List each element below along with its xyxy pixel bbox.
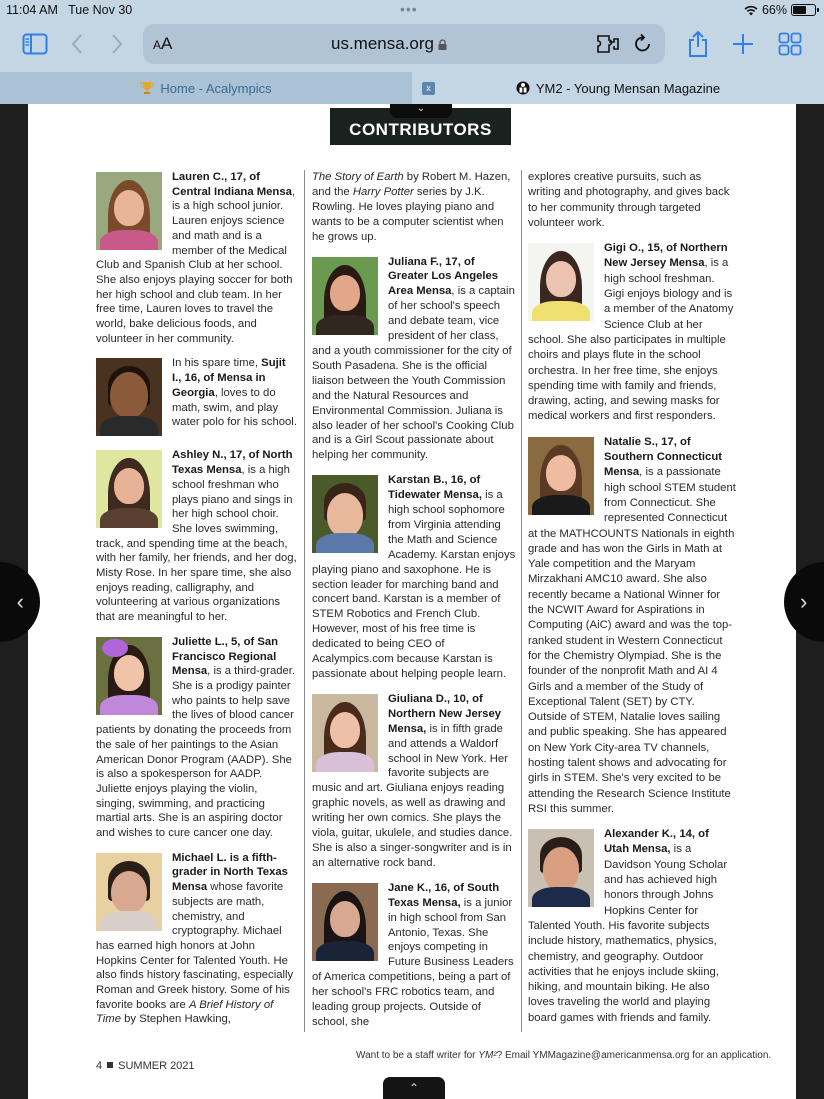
book-title: The Story of Earth [312,171,404,183]
issue-label: SUMMER 2021 [118,1060,195,1072]
book-title: A Brief History of Time [96,998,274,1026]
bio-name: Alexander K., 14, of Utah Mensa, [604,828,709,856]
column-2 [312,170,516,1040]
bio-text: , loves to do math, swim, and play water polo for his school. [172,386,297,429]
tab-overview-icon[interactable] [775,30,805,58]
bio-natalie [528,435,736,817]
address-bar[interactable] [143,24,665,64]
text-size-large-a: A [161,34,173,53]
bio-text: is in fifth grade and attends a Waldorf school in New York. Her favorite subjects are music and art. Giuliana enjoys reading graphic novels, as well as drawing and writing her own comics. She plays the viola, guitar, ukulele, and studies dance. She is also a singer-songwriter and is in an alternative rock band. [312,722,513,869]
clock-time: 11:04 AM [6,3,58,17]
status-time [6,3,132,17]
bio-karstan [312,473,516,682]
bio-juliette [96,635,298,841]
magazine-name: YM² [478,1050,497,1061]
photo-karstan [312,475,378,553]
text-size-small-a: A [153,38,162,52]
battery-percent: 66% [761,3,787,17]
photo-michael [96,853,162,931]
bio-name: Sujit I., 16, of Mensa in Georgia [172,357,286,399]
bio-name: Jane K., 16, of South Texas Mensa, [388,881,500,909]
back-icon[interactable] [62,30,92,58]
bio-alexander [528,827,736,1026]
column-divider [304,170,305,1032]
bio-name: Natalie S., 17, of Southern Connecticut Mensa [604,435,722,479]
chevron-left-icon: ‹ [16,589,24,614]
trophy-icon [140,81,154,95]
bio-text: , is a captain of her school's speech and debate team, vice president of her class, and a youth commissioner for the city of South Pasadena. She is the official liaison between the Youth Commission and the Natural Resources and Environmental Commission. Juliana is also leader of her school's Cooking Club and is a Girl Scout passionate about helping her community. [312,285,515,462]
extensions-icon[interactable] [595,33,621,55]
bio-sujit [96,356,298,438]
note-text: ? Email YMMagazine@americanmensa.org for an application. [496,1050,772,1061]
browser-chrome [0,0,824,104]
bio-name: Michael L. is a fifth-grader in North Texas Mensa [172,851,288,894]
bio-name: Karstan B., 16, of Tidewater Mensa, [388,474,482,502]
bio-text: , is a third-grader. She is a prodigy painter who paints to help save the lives of blood cancer patients by donating the proceeds from the sale of her paintings to the Asian American Donor Program (AADP). She is also a spokesperson for AADP. Juliette enjoys playing the violin, singing, swimming, and practicing martial arts. She is an aspiring doctor and wishes to cure cancer one day. [96,665,296,840]
url-field[interactable] [203,34,575,54]
photo-juliette [96,637,162,715]
bio-name: Ashley N., 17, of North Texas Mensa [172,449,293,477]
bio-name: Gigi O., 15, of Northern New Jersey Mensa [604,242,728,270]
tab-title: YM2 - Young Mensan Magazine [535,80,721,96]
expand-toolbar-button[interactable] [383,1077,445,1099]
collapse-toolbar-button[interactable] [390,104,452,118]
close-tab-icon[interactable]: x [422,82,435,95]
bio-text: whose favorite subjects are math, chemistry, and cryptography. Michael has earned high honors at John Hopkins Center for Talented Youth. He also finds history fascinating, especially Roman and Greek history. Some of his favorite books are [96,881,294,1011]
photo-giuliana [312,694,378,772]
photo-ashley [96,450,162,528]
bio-text: , is a passionate high school STEM student from Connecticut. She represented Connecticut at the MATHCOUNTS Nationals in eighth grade and has won the Girls in Math at Yale competition and the Maryam Mirzakhani AMC10 award. She also recently became a National Winner for the NCWIT Award for Aspirations in Computing (AiC) award and was the top-ranked student in Western Connecticut for the Chemistry Olympiad. She is the founder of the nonprofit Math and AI 4 Girls and a member of the Study of Exceptional Talent (SET) by CTY. Outside of STEM, Natalie loves sailing and public speaking. She has appeared on New York City-area TV channels, hosting talent shows and advocating for girls in STEM. She's very excited to be attending the Research Science Institute RSI this summer. [528,466,736,815]
bio-name: Lauren C., 17, of Central Indiana Mensa [172,171,292,198]
bio-text: by Robert M. Hazen, and the [312,171,511,198]
chevron-up-icon: ⌃ [408,1081,420,1095]
bio-giuliana [312,692,516,871]
bio-text: , is a high school freshman who plays piano and sings in her high school choir. She loves swimming, track, and spending time at the beach, with her family, her friends, and her dog, Misty Rose. In her spare time, she also enjoys reading, calligraphy, and volunteering at various organizations that are meaningful to her. [96,464,297,624]
sidebar-toggle-icon[interactable] [20,30,50,58]
bio-lauren [96,170,298,346]
magazine-page [28,104,796,1099]
bio-michael [96,851,298,1027]
chevron-right-icon: › [800,589,808,614]
clock-date: Tue Nov 30 [68,3,133,17]
bio-name: Juliette L., 5, of San Francisco Regional Mensa [172,635,279,678]
bio-name: Giuliana D., 10, of Northern New Jersey Mensa, [388,692,502,735]
page-number: 4 [96,1060,103,1072]
tab-ym2-young-mensan[interactable] [412,72,824,104]
note-text: Want to be a staff writer for [356,1050,479,1061]
square-bullet-icon [107,1062,113,1068]
bio-gigi [528,241,736,425]
chevron-down-icon: ⌄ [416,104,426,114]
mensa-logo-icon [516,81,530,95]
bio-text: is a Davidson Young Scholar and has achieved high honors through Johns Hopkins Center for Talented Youth. His favorite subjects include history, mathematics, physics, chemistry, and geography. Outdoor activities that he enjoys include skiing, hiking, and mountain biking. He also loves traveling the world and playing board games with friends and family. [528,843,728,1024]
bio-text: , is a high school freshman. Gigi enjoys biology and is a member of the Anatomy Science Club at her school. She also participates in multiple choirs and plays flute in the school orchestra. In her free time, she enjoys spending time with family and friends, drawing, acting, and sewing masks for medical workers and first responders. [528,257,734,423]
column-1 [96,170,298,1037]
new-tab-icon[interactable] [728,30,758,58]
tab-title: Home - Acalympics [160,80,272,96]
text-size-button[interactable] [153,34,172,54]
book-title: Harry Potter [352,185,414,198]
photo-sujit [96,358,162,436]
bio-name: Juliana F., 17, of Greater Los Angeles Area Mensa [388,255,499,298]
battery-icon [791,4,816,16]
photo-lauren [96,172,162,250]
photo-gigi [528,243,594,321]
tab-home-acalympics[interactable] [0,72,412,104]
bio-text: series by J.K. Rowling. He loves playing piano and wants to be a computer scientist when he grows up. [312,185,504,243]
bio-jane [312,881,516,1030]
bio-text: is a junior in high school from San Antonio, Texas. She enjoys competing in Future Business Leaders of America competitions, being a part of her school's FRC robotics team, and leading group projects. Outside of school, she [312,896,514,1028]
column-3 [528,170,736,1036]
status-bar [0,0,824,22]
bio-juliana [312,255,516,464]
column-divider [521,170,522,1032]
photo-natalie [528,437,594,515]
tab-strip [0,72,824,104]
bio-text: , is a high school junior. Lauren enjoys science and math and is a member of the Medical Club and Spanish Club at her school. She also enjoys playing soccer for both her high school and club team. In her free time, Lauren loves to travel the world, bake delicious foods, and volunteer in her community. [96,185,296,345]
bio-ashley [96,448,298,624]
section-banner: CONTRIBUTORS [330,108,511,145]
photo-jane [312,883,378,961]
bio-text-pre: In his spare time, [172,357,262,370]
photo-juliana [312,257,378,335]
status-indicators [744,3,816,17]
reload-icon[interactable] [631,32,655,56]
url-text: us.mensa.org [331,34,434,53]
multitasking-dots-icon[interactable]: ••• [400,1,418,17]
safari-toolbar [0,22,824,68]
lock-icon [438,39,447,50]
page-footer [96,1060,195,1072]
bio-jane-continued: explores creative pursuits, such as writing and photography, and gives back to her community through targeted volunteer work. [528,171,730,229]
page-viewport [0,104,824,1099]
bio-text: by Stephen Hawking, [121,1013,231,1026]
share-icon[interactable] [683,30,713,58]
wifi-icon [744,5,758,16]
staff-writer-note [356,1050,771,1061]
bio-michael-continued [312,170,516,245]
forward-icon[interactable] [102,30,132,58]
bio-text: is a high school sophomore from Virginia attending the Math and Science Academy. Karstan enjoys playing piano and saxophone. He is section leader for marching band and concert band. Karstan is a member of STEM Robotics and French Club. However, most of his free time is dedicated to being CEO of Acalympics.com because Karstan is passionate about helping people learn. [312,489,516,680]
photo-alexander [528,829,594,907]
